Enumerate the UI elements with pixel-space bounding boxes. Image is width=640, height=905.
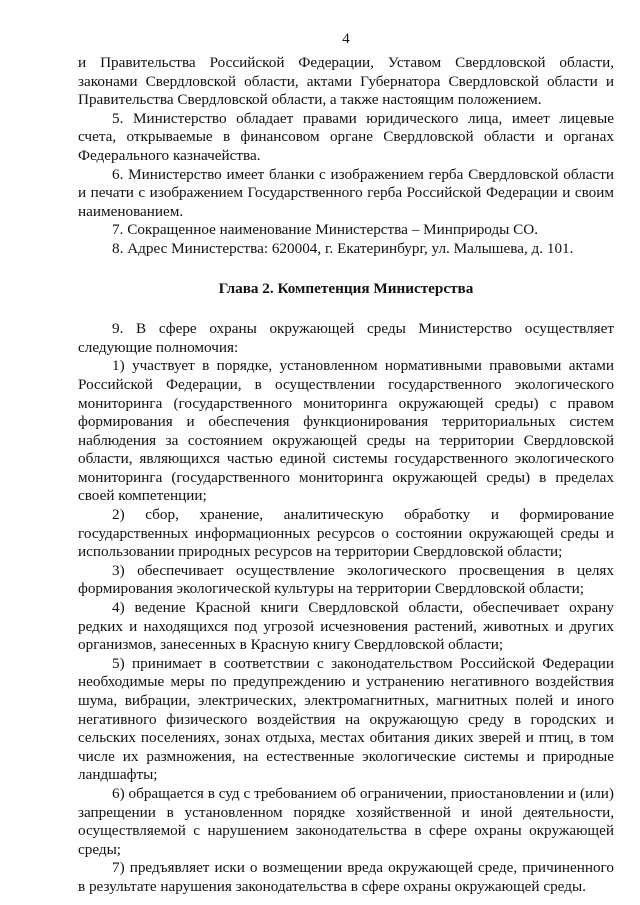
chapter-title: Глава 2. Компетенция Министерства: [218, 279, 474, 297]
paragraph-item-8: 8. Адрес Министерства: 620004, г. Екатеринбург, ул. Малышева, д. 101.: [112, 239, 574, 257]
subitem-2: 2) сбор, хранение, аналитическую обработку и формирование государственных информационных ресурсов о состоянии окружающей среды и использовании природных ресурсов на территории Свердловской области;: [78, 506, 614, 561]
document-page: [78, 30, 614, 897]
subitem-5: 5) принимает в соответствии с законодательством Российской Федерации необходимые меры по предупреждению и устранению негативного воздействия шума, вибрации, электрических, электромагнитных, магнитных полей и иного негативного физического воздействия на окружающую среду в городских и сельских поселениях, зонах отдыха, местах обитания диких зверей и птиц, в том числе их размножения, на естественные экологические системы и природные ландшафты;: [78, 654, 614, 784]
subitem-3: 3) обеспечивает осуществление экологического просвещения в целях формирования экологической культуры на территории Свердловской области;: [78, 561, 614, 598]
page-number: 4: [342, 31, 350, 47]
paragraph-continuation: и Правительства Российской Федерации, Уставом Свердловской области, законами Свердловской области, актами Губернатора Свердловской области и Правительства Свердловской области, а также настоящим положением.: [78, 54, 614, 109]
paragraph-item-5: 5. Министерство обладает правами юридического лица, имеет лицевые счета, открываемые в финансовом органе Свердловской области и органах Федерального казначейства.: [78, 109, 614, 164]
paragraph-item-9: 9. В сфере охраны окружающей среды Министерство осуществляет следующие полномочия:: [78, 320, 614, 356]
subitem-7: 7) предъявляет иски о возмещении вреда окружающей среде, причиненного в результате нарушения законодательства в сфере охраны окружающей среды.: [78, 859, 614, 895]
subitem-4: 4) ведение Красной книги Свердловской области, обеспечивает охрану редких и находящихся под угрозой исчезновения растений, животных и других организмов, занесенных в Красную книгу Свердловской области;: [78, 599, 614, 654]
paragraph-item-7: 7. Сокращенное наименование Министерства – Минприроды СО.: [112, 221, 539, 239]
subitem-6: 6) обращается в суд с требованием об ограничении, приостановлении и (или) запрещении в установленном порядке хозяйственной и иной деятельности, осуществляемой с нарушением законодательства в сфере охраны окружающей среды;: [78, 784, 614, 858]
paragraph-item-6: 6. Министерство имеет бланки с изображением герба Свердловской области и печати с изображением Государственного герба Российской Федерации и своим наименованием.: [78, 165, 614, 220]
subitem-1: 1) участвует в порядке, установленном нормативными правовыми актами Российской Федерации, в осуществлении государственного экологического мониторинга (государственного мониторинга окружающей среды) с правом формирования и обеспечения функционирования территориальных систем наблюдения за состоянием окружающей среды на территории Свердловской области, являющихся частью единой системы государственного экологического мониторинга (государственного мониторинга окружающей среды) в пределах своей компетенции;: [78, 357, 614, 505]
